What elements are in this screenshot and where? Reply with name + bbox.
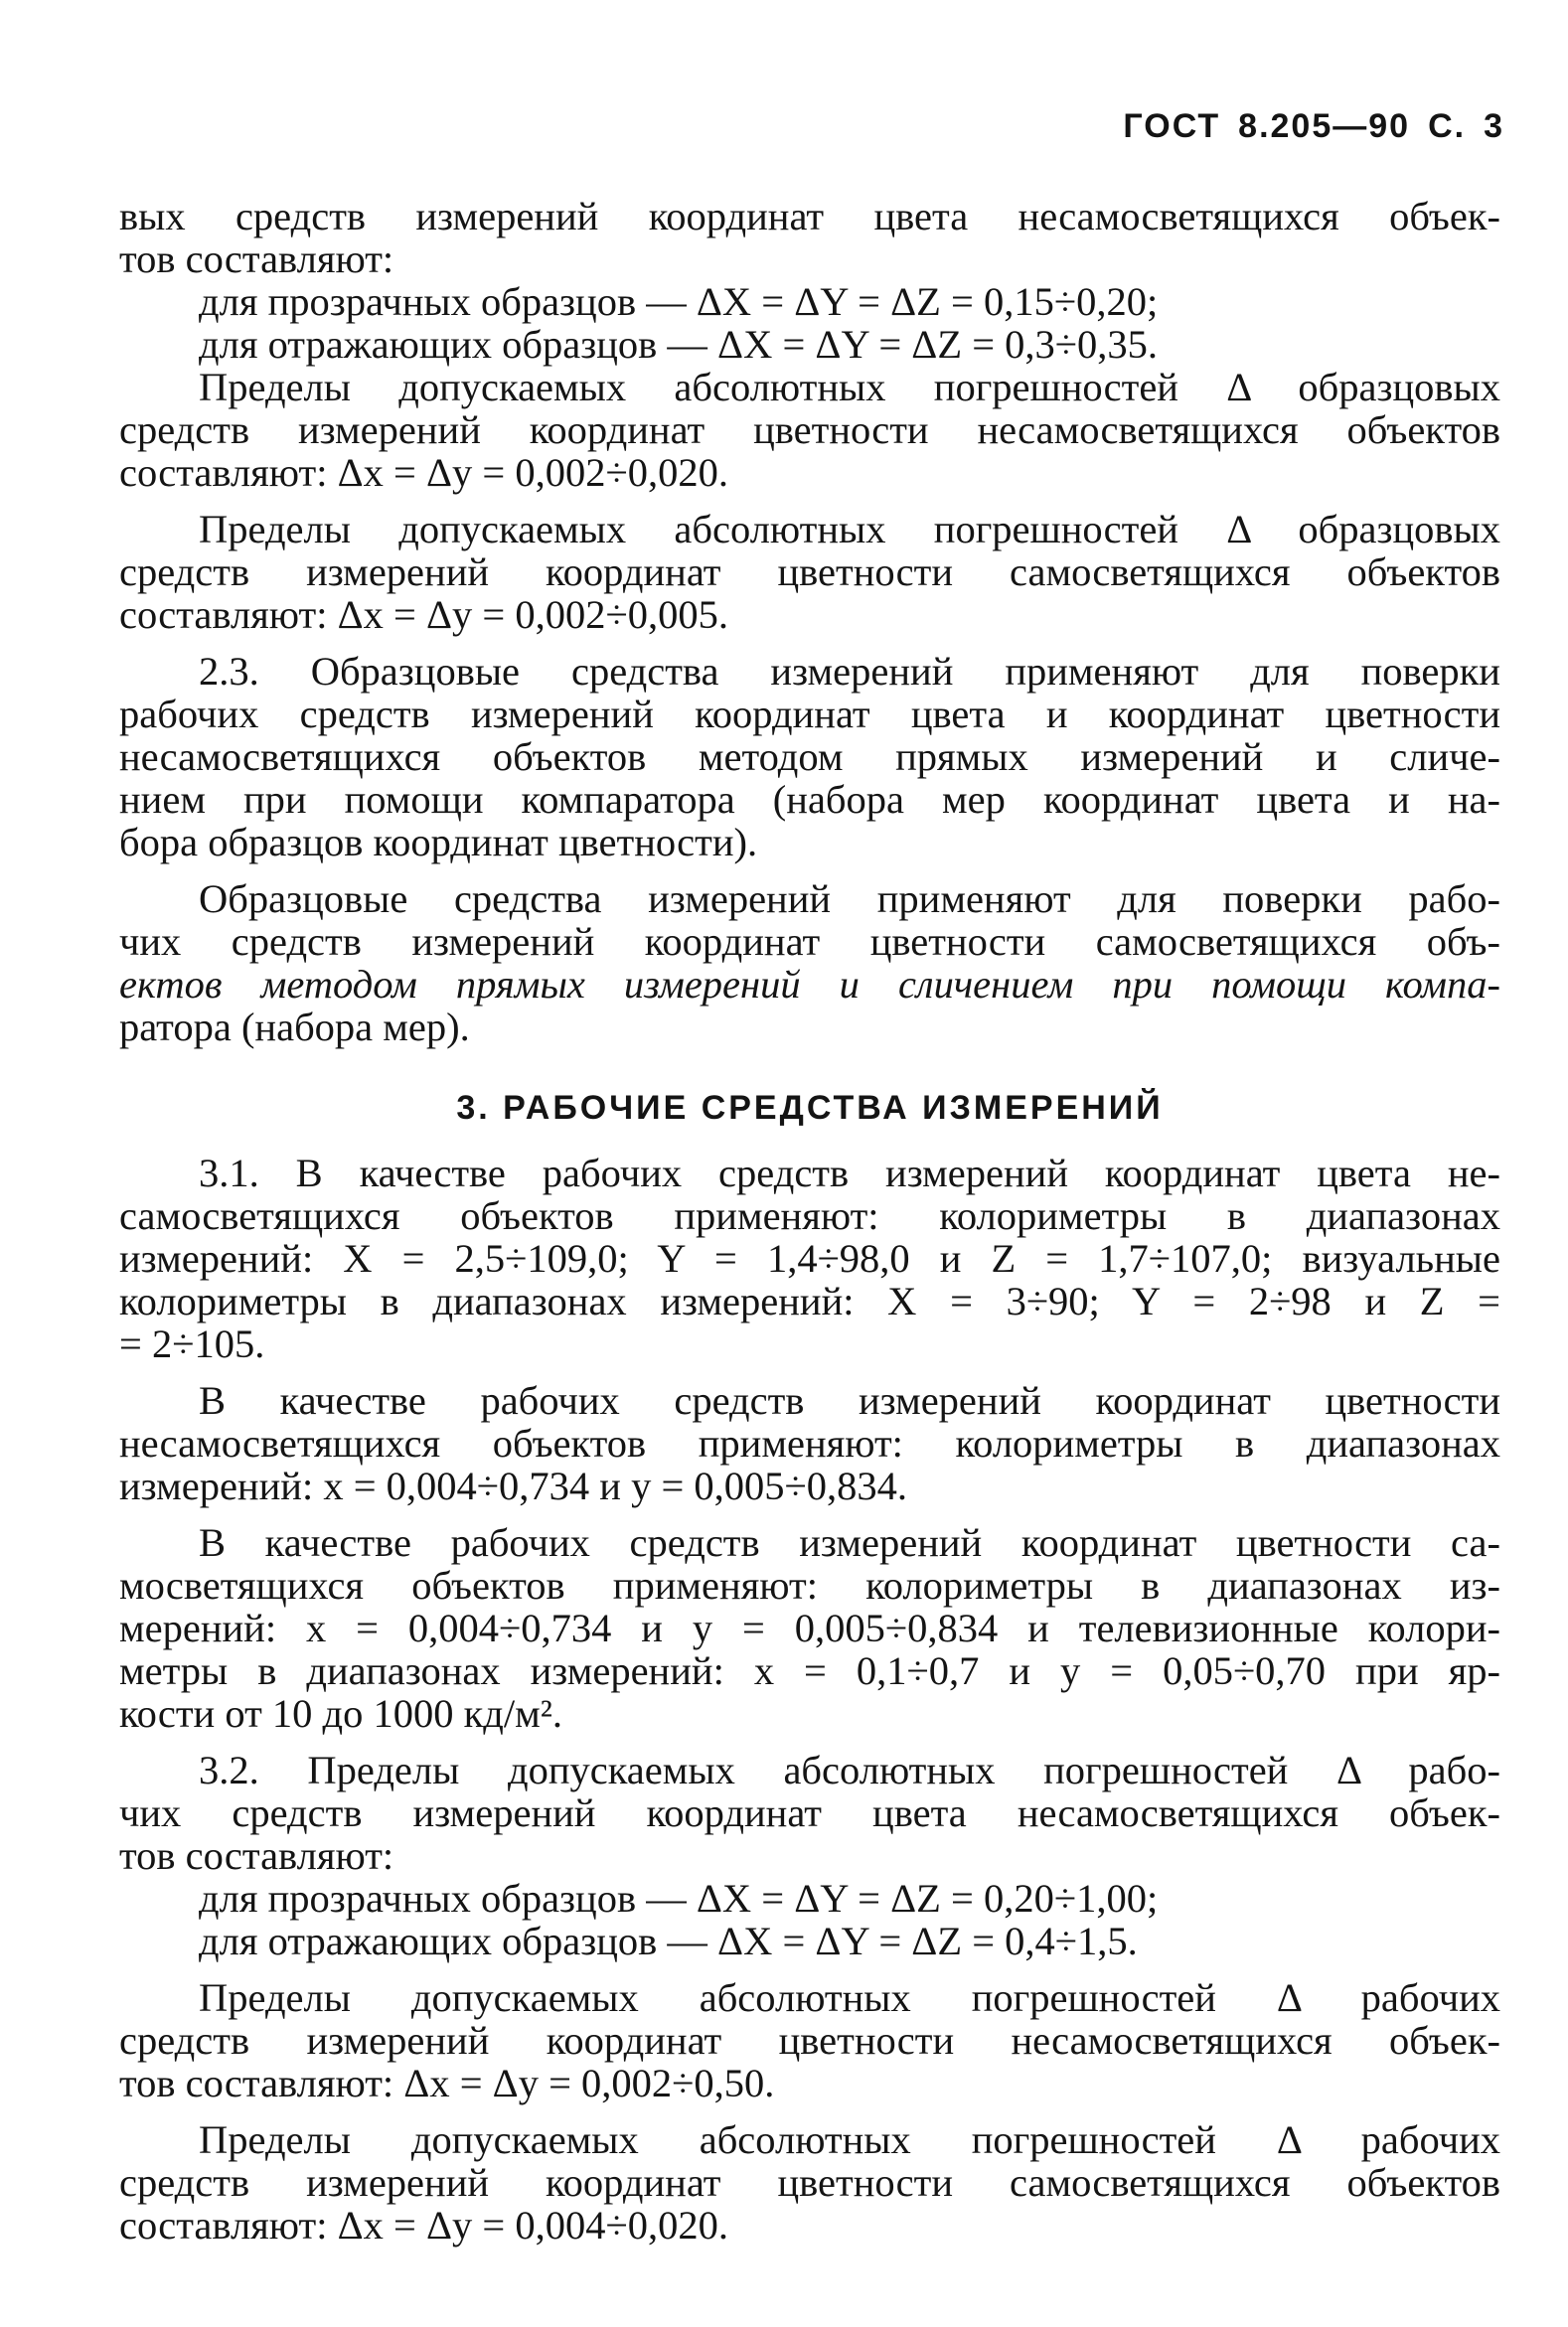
text-line: Образцовые средства измерений применяют для поверки рабо- (199, 876, 1500, 921)
text-line: Пределы допускаемых абсолютных погрешностей Δ образцовых (199, 507, 1500, 551)
text-line: Пределы допускаемых абсолютных погрешностей Δ рабочих (199, 1975, 1500, 2020)
text-line: 2.3. Образцовые средства измерений применяют для поверки (199, 649, 1500, 694)
text-line: ратора (набора мер). (119, 1005, 470, 1049)
text-line: В качестве рабочих средств измерений координат цветности са- (199, 1520, 1500, 1565)
text-line: мосветящихся объектов применяют: колориметры в диапазонах из- (119, 1563, 1500, 1608)
page-label: С. (1428, 107, 1467, 145)
text-line: = 2÷105. (119, 1321, 265, 1366)
text-line: мерений: x = 0,004÷0,734 и y = 0,005÷0,834 и телевизионные колори- (119, 1606, 1500, 1650)
paragraph-3-2 (119, 1749, 1500, 1962)
text-line: чих средств измерений координат цветности самосветящихся объ- (119, 919, 1500, 964)
text-line: нием при помощи компаратора (набора мер координат цвета и на- (119, 777, 1500, 822)
text-line: тов составляют: (119, 1833, 394, 1878)
formula-line: для прозрачных образцов — ΔX = ΔY = ΔZ = 0,20÷1,00; (199, 1876, 1159, 1921)
standard-label: ГОСТ (1123, 107, 1221, 145)
paragraph (119, 877, 1500, 1048)
text-line: колориметры в диапазонах измерений: X = 3÷90; Y = 2÷98 и Z = (119, 1279, 1500, 1323)
text-line: средств измерений координат цветности несамосветящихся объек- (119, 2018, 1500, 2063)
text-line: метры в диапазонах измерений: x = 0,1÷0,7 и y = 0,05÷0,70 при яр- (119, 1648, 1500, 1693)
text-line: измерений: x = 0,004÷0,734 и y = 0,005÷0,834. (119, 1464, 908, 1508)
paragraph (119, 1521, 1500, 1735)
text-line: самосветящихся объектов применяют: колориметры в диапазонах (119, 1193, 1500, 1238)
formula-line: для отражающих образцов — ΔX = ΔY = ΔZ = 0,4÷1,5. (199, 1919, 1138, 1963)
text-line: средств измерений координат цветности самосветящихся объектов (119, 2160, 1500, 2205)
formula-line: для отражающих образцов — ΔX = ΔY = ΔZ = 0,3÷0,35. (199, 322, 1159, 367)
paragraph-continuation (119, 195, 1500, 494)
text-line: тов составляют: (119, 236, 394, 281)
text-line: чих средств измерений координат цвета несамосветящихся объек- (119, 1790, 1500, 1835)
section-title: 3. РАБОЧИЕ СРЕДСТВА ИЗМЕРЕНИЙ (456, 1089, 1164, 1127)
standard-number: 8.205—90 (1238, 107, 1411, 145)
paragraph (119, 2118, 1500, 2247)
text-line: тов составляют: Δx = Δy = 0,002÷0,50. (119, 2061, 775, 2105)
text-line: составляют: Δx = Δy = 0,002÷0,005. (119, 592, 728, 637)
page-header (1123, 107, 1504, 146)
text-line: составляют: Δx = Δy = 0,004÷0,020. (119, 2203, 728, 2248)
formula-line: для прозрачных образцов — ΔX = ΔY = ΔZ = 0,15÷0,20; (199, 279, 1159, 324)
paragraph (119, 1976, 1500, 2104)
page-number: 3 (1484, 107, 1504, 145)
text-line: 3.2. Пределы допускаемых абсолютных погрешностей Δ рабо- (199, 1748, 1500, 1792)
text-line: ектов методом прямых измерений и сличением при помощи компа- (119, 962, 1500, 1007)
paragraph-3-1 (119, 1152, 1500, 1365)
text-line: вых средств измерений координат цвета несамосветящихся объек- (119, 194, 1500, 238)
text-line: В качестве рабочих средств измерений координат цветности (199, 1378, 1500, 1423)
text-line: бора образцов координат цветности). (119, 820, 758, 864)
text-line: средств измерений координат цветности несамосветящихся объектов (119, 407, 1500, 452)
text-line: кости от 10 до 1000 кд/м². (119, 1691, 563, 1736)
text-line: несамосветящихся объектов применяют: колориметры в диапазонах (119, 1421, 1500, 1466)
paragraph-2-3 (119, 650, 1500, 863)
text-line: 3.1. В качестве рабочих средств измерений координат цвета не- (199, 1151, 1500, 1195)
paragraph (119, 508, 1500, 636)
text-line: рабочих средств измерений координат цвета и координат цветности (119, 692, 1500, 736)
text-line: средств измерений координат цветности самосветящихся объектов (119, 549, 1500, 594)
text-line: измерений: X = 2,5÷109,0; Y = 1,4÷98,0 и Z = 1,7÷107,0; визуальные (119, 1236, 1500, 1281)
document-body (119, 195, 1500, 2247)
paragraph (119, 1379, 1500, 1507)
text-line: несамосветящихся объектов методом прямых измерений и сличе- (119, 734, 1500, 779)
text-line: Пределы допускаемых абсолютных погрешностей Δ рабочих (199, 2117, 1500, 2162)
text-line: составляют: Δx = Δy = 0,002÷0,020. (119, 450, 728, 495)
text-line: Пределы допускаемых абсолютных погрешностей Δ образцовых (199, 365, 1500, 409)
